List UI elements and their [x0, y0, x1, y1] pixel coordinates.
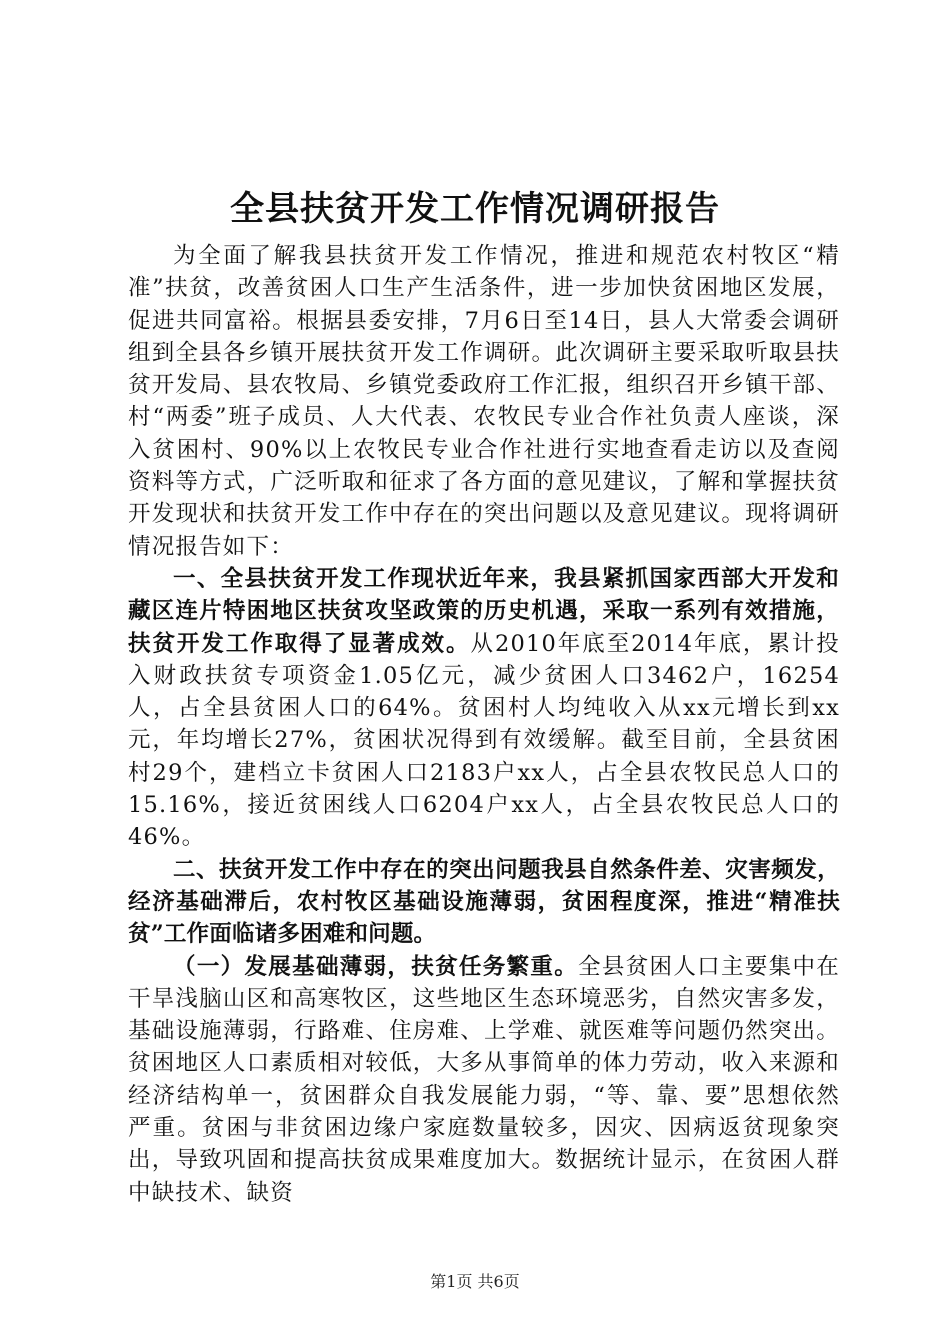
intro-paragraph [128, 240, 840, 563]
paragraph-text: 从2010年底至2014年底，累计投入财政扶贫专项资金1.05亿元，减少贫困人口3462户，16254人，占全县贫困人口的64%。贫困村人均纯收入从xx元增长到xx元，年均增长27%，贫困状况得到有效缓解。截至目前，全县贫困村29个，建档立卡贫困人口2183户xx人，占全县农牧民总人口的15.16%，接近贫困线人口6204户xx人，占全县农牧民总人口的46%。 [128, 630, 840, 851]
section-two-paragraph [128, 854, 840, 951]
subsection-heading: （一）发展基础薄弱，扶贫任务繁重。 [173, 953, 579, 980]
section-heading: 二、扶贫开发工作中存在的突出问题我县自然条件差、灾害频发，经济基础滞后，农村牧区基础设施薄弱，贫困程度深，推进“精准扶贫”工作面临诸多困难和问题。 [128, 856, 840, 948]
section-one-paragraph [128, 563, 840, 854]
subsection-one-paragraph [128, 951, 840, 1209]
paragraph-text: 全县贫困人口主要集中在干旱浅脑山区和高寒牧区，这些地区生态环境恶劣，自然灾害多发，基础设施薄弱，行路难、住房难、上学难、就医难等问题仍然突出。贫困地区人口素质相对较低，大多从事简单的体力劳动，收入来源和经济结构单一，贫困群众自我发展能力弱，“等、靠、要”思想依然严重。贫困与非贫困边缘户家庭数量较多，因灾、因病返贫现象突出，导致巩固和提高扶贫成果难度加大。数据统计显示，在贫困人群中缺技术、缺资 [128, 953, 841, 1206]
document-title: 全县扶贫开发工作情况调研报告 [230, 189, 720, 229]
section-heading: 一、全县扶贫开发工作现状近年来，我县紧抓国家西部大开发和藏区连片特困地区扶贫攻坚政策的历史机遇，采取一系列有效措施，扶贫开发工作取得了显著成效。 [128, 565, 840, 657]
document-body [128, 240, 840, 1209]
paragraph-text: 为全面了解我县扶贫开发工作情况，推进和规范农村牧区“精准”扶贫，改善贫困人口生产生活条件，进一步加快贫困地区发展，促进共同富裕。根据县委安排，7月6日至14日，县人大常委会调研组到全县各乡镇开展扶贫开发工作调研。此次调研主要采取听取县扶贫开发局、县农牧局、乡镇党委政府工作汇报，组织召开乡镇干部、村“两委”班子成员、人大代表、农牧民专业合作社负责人座谈，深入贫困村、90%以上农牧民专业合作社进行实地查看走访以及查阅资料等方式，广泛听取和征求了各方面的意见建议，了解和掌握扶贫开发现状和扶贫开发工作中存在的突出问题以及意见建议。现将调研情况报告如下： [128, 243, 840, 560]
page-footer: 第1页 共6页 [430, 1272, 520, 1291]
